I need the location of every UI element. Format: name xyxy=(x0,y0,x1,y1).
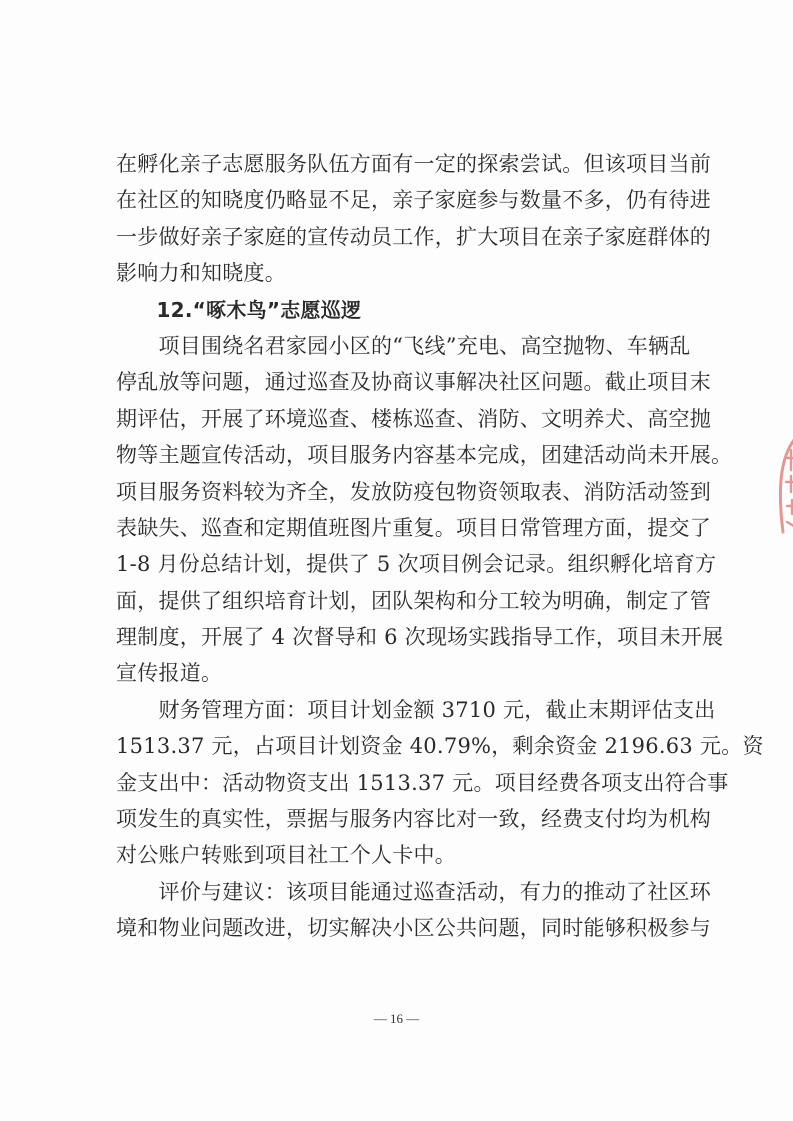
text-line: 影响力和知晓度。 xyxy=(116,261,286,286)
seal-stamp-fragment xyxy=(773,432,793,536)
text-line: 停乱放等问题，通过巡查及协商议事解决社区问题。截止项目末 xyxy=(116,370,711,395)
page-number: — 16 — xyxy=(373,1011,420,1026)
text-line: 对公账户转账到项目社工个人卡中。 xyxy=(116,843,456,868)
text-line: 面，提供了组织培育计划，团队架构和分工较为明确，制定了管 xyxy=(116,588,711,613)
text-line: 境和物业问题改进，切实解决小区公共问题，同时能够积极参与 xyxy=(116,916,711,941)
section-heading: 12.“啄木鸟”志愿巡逻 xyxy=(116,297,362,322)
text-line: 金支出中：活动物资支出 1513.37 元。项目经费各项支出符合事 xyxy=(116,770,729,795)
document-body xyxy=(116,146,764,947)
text-line: 表缺失、巡查和定期值班图片重复。项目日常管理方面，提交了 xyxy=(116,515,711,540)
text-line: 项发生的真实性，票据与服务内容比对一致，经费支付均为机构 xyxy=(116,807,711,832)
text-line: 1513.37 元，占项目计划资金 40.79%，剩余资金 2196.63 元。资 xyxy=(116,734,764,759)
text-line: 宣传报道。 xyxy=(116,661,223,686)
text-line: 项目服务资料较为齐全，发放防疫包物资领取表、消防活动签到 xyxy=(116,479,711,504)
text-line: 评价与建议：该项目能通过巡查活动，有力的推动了社区环 xyxy=(116,879,711,904)
text-line: 物等主题宣传活动，项目服务内容基本完成，团建活动尚未开展。 xyxy=(116,443,733,468)
text-line: 期评估，开展了环境巡查、楼栋巡查、消防、文明养犬、高空抛 xyxy=(116,406,711,431)
text-line: 理制度，开展了 4 次督导和 6 次现场实践指导工作，项目未开展 xyxy=(116,625,724,650)
text-line: 一步做好亲子家庭的宣传动员工作，扩大项目在亲子家庭群体的 xyxy=(116,224,711,249)
text-line: 项目围绕名君家园小区的“飞线”充电、高空抛物、车辆乱 xyxy=(116,333,691,358)
text-line: 1-8 月份总结计划，提供了 5 次项目例会记录。组织孵化培育方 xyxy=(116,552,717,577)
text-line: 财务管理方面：项目计划金额 3710 元，截止末期评估支出 xyxy=(116,697,716,722)
text-line: 在社区的知晓度仍略显不足，亲子家庭参与数量不多，仍有待进 xyxy=(116,188,711,213)
text-line: 在孵化亲子志愿服务队伍方面有一定的探索尝试。但该项目当前 xyxy=(116,152,711,176)
